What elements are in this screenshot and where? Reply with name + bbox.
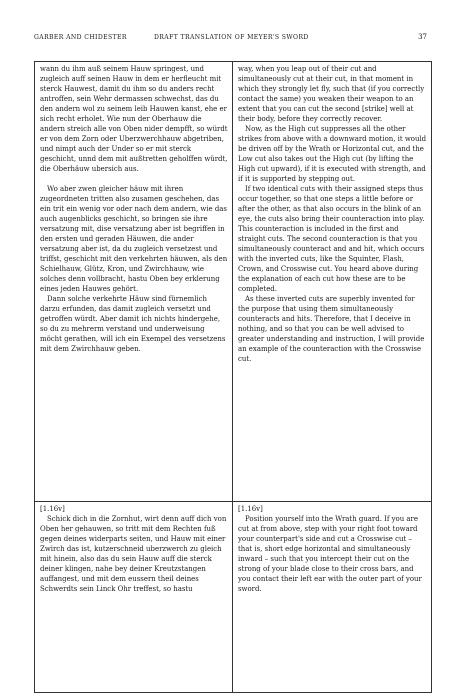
running-head: [34, 34, 427, 44]
table-row: [35, 502, 432, 693]
english-column: [233, 62, 432, 502]
english-paragraph: As these inverted cuts are superbly invented for the purpose that using them simultaneously counteracts and hits. Therefore, that I deceive in nothing, and so that you can be well advised to greater understanding and instruction, I will provide an example of the counteraction with the Crosswise cut.: [238, 295, 425, 363]
header-authors: GARBER AND CHIDESTER: [34, 34, 127, 41]
german-column: [35, 62, 233, 502]
german-paragraph: Wo aber zwen gleicher häuw mit ihren zugeordneten tritten also zusamen geschehen, das ein trit ein wenig vor oder nach dem andern, wie das auch augenblicks geschicht, so bringen sie ihre versatzung mit, dise versatzung aber ist begriffen in den ersten und geraden Häuwen, die ander versatzung aber ist, da du zugleich versetzest und triffst, geschicht mit den verkehrten häuwen, als den Schielhauw, Glütz, Kron, und Zwirchhauw, wie solches denn vollbracht, hastu Oben bey erklerung eines jeden Hauwes gehört.: [40, 185, 228, 293]
german-paragraph: wann du ihm auß seinem Hauw springest, und zugleich auff seinen Hauw in dem er herfleucht mit sterck Hauwest, damit du ihm so du anders recht antroffen, sein Wehr dermassen schwechst, das du den andern wol zu seinem leib Hauwen kanst, ehe er sich recht erholet. Wie nun der Oberhauw die andern streich alle von Oben nider dempfft, so würdt er von dem Zorn oder Uberzwerchhauw abgetriben, und nimpt auch der Under so er mit sterck geschicht, unnd dem mit außtretten geholffen würdt, die Oberhäuw ubersich aus.: [40, 65, 228, 173]
table-row: [35, 62, 432, 502]
translation-table: [34, 61, 432, 693]
english-paragraph: Now, as the High cut suppresses all the other strikes from above with a downward motion, it would be driven off by the Wrath or Horizontal cut, and the Low cut also takes out the High cut (by lifting the High cut upward), if it is executed with strength, and if it is supported by stepping out.: [238, 125, 427, 183]
folio-reference: [1.16v]: [40, 505, 65, 513]
paragraph-gap: [40, 174, 228, 184]
english-paragraph: If two identical cuts with their assigned steps thus occur together, so that one steps a little before or after the other, as that also occurs in the blink of an eye, the cuts also bring their counteraction into play. This counteraction is included in the first and straight cuts. The second counteraction is that you simultaneously counteract and and hit, which occurs with the inverted cuts, like the Squinter, Flash, Crown, and Crosswise cut. You heard above during the explanation of each cut how these are to be completed.: [238, 185, 425, 293]
header-title: DRAFT TRANSLATION OF MEYER'S SWORD: [154, 34, 309, 41]
german-column: [35, 502, 233, 693]
german-paragraph: Dann solche verkehrte Häuw sind fürnemlich darzu erfunden, das damit zugleich versetzt und getroffen würdt. Aber damit ich nichts hindergehe, so du zu mehrerm verstand und underweisung möcht gerathen, will ich ein Exempel des versetzens mit dem Zwirchhauw geben.: [40, 295, 226, 353]
german-paragraph: Schick dich in die Zornhut, wirt denn auff dich von Oben her gehauwen, so tritt mit dem Rechten fuß gegen deines widerparts seiten, und Hauw mit einer Zwirch das ist, kutzerschneid uberzwerch zu gleich mit hinein, also das du sein Hauw auff die sterck deiner klingen, nahe bey deiner Kreutzstangen auffangest, und mit dem eussern theil deines Schwerdts sein Linck Ohr treffest, so hastu: [40, 515, 227, 593]
english-paragraph: way, when you leap out of their cut and simultaneously cut at their cut, in that moment in which they strongly let fly, such that (if you correctly contact the same) you weaken their weapon to an extent that you can cut the second [strike] well at their body, before they correctly recover.: [238, 65, 425, 123]
english-paragraph: Position yourself into the Wrath guard. If you are cut at from above, step with your right foot toward your counterpart's side and cut a Crosswise cut – that is, short edge horizontal and simultaneously inward – such that you intercept their cut on the strong of your blade close to their cross bars, and you contact their left ear with the outer part of your sword.: [238, 515, 422, 593]
page-number: 37: [418, 33, 427, 41]
folio-reference: [1.16v]: [238, 505, 263, 513]
english-column: [233, 502, 432, 693]
